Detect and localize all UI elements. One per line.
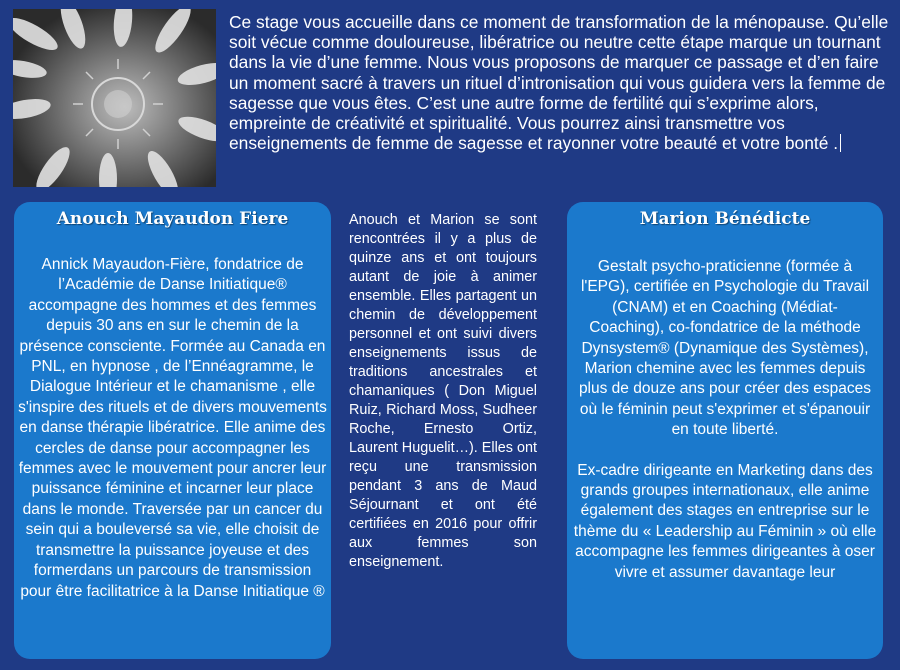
anouch-name-heading: Anouch Mayaudon Fiere (56, 209, 289, 229)
circle-of-feet-photo (13, 9, 216, 187)
intro-paragraph (229, 12, 889, 153)
shared-story-column (349, 211, 537, 572)
intro-text: Ce stage vous accueille dans ce moment de transformation de la ménopause. Qu’elle soit vécue comme douloureuse, libératrice ou neutre cette étape marque un tournant dans la vie d’une femme. Nous vous proposons de marquer ce passage et d’en faire un moment sacré à travers un rituel d’intronisation qui vous guidera vers la femme de sagesse que vous êtes. C’est une autre forme de fertilité qui s’exprime alors, empreinte de créativité et spiritualité. Vous pourrez ainsi transmettre vos enseignements de femme de sagesse et rayonner votre beauté et votre bonté . (229, 12, 889, 154)
marion-bio-paragraph-1: Gestalt psycho-praticienne (formée à l'EPG), certifiée en Psychologie du Travail (CNAM) et en Coaching (Médiat- Coaching), co-fondatrice de la méthode Dynsystem® (Dynamique des Systèmes), Marion chemine avec les femmes depuis plus de douze ans pour créer des espaces où le féminin peut s'exprimer et s'épanouir en toute liberté. (578, 258, 872, 439)
shared-story-text: Anouch et Marion se sont rencontrées il y a plus de quinze ans et ont toujours autant de joie à animer ensemble. Elles partagent un chemin de développement personnel et ont suivi divers enseignements issus de traditions ancestrales et chamaniques ( Don Miguel Ruiz, Richard Moss, Sudheer Roche, Ernesto Ortiz, Laurent Huguelit…). Elles ont reçu une transmission pendant 3 ans de Maud Séjournant et ont été certifiées en 2016 pour offrir aux femmes son enseignement. (349, 212, 537, 570)
marion-bio-card (567, 202, 883, 659)
text-cursor (840, 134, 841, 152)
anouch-bio-card (14, 202, 331, 659)
marion-name-heading: Marion Bénédicte (639, 209, 811, 229)
marion-bio-paragraph-2: Ex-cadre dirigeante en Marketing dans des grands groupes internationaux, elle anime également des stages en entreprise sur le thème du « Leadership au Féminin » où elle accompagne les femmes dirigeantes à oser vivre et assumer davantage leur (573, 461, 877, 581)
anouch-bio-text: Annick Mayaudon-Fière, fondatrice de l’Académie de Danse Initiatique® accompagne des hommes et des femmes depuis 30 ans en sur le chemin de la présence consciente. Formée au Canada en PNL, en hypnose , de l’Ennéagramme, le Dialogue Intérieur et le chamanisme , elle s'inspire des rituels et de divers mouvements en danse thérapie libératrice. Elle anime des cercles de danse pour accompagner les femmes avec le mouvement pour ancrer leur puissance féminine et incarner leur place dans le monde. Traversée par un cancer du sein qui a bouleversé sa vie, elle choisit de transmettre la puissance joyeuse et des formerdans un parcours de transmission pour être facilitatrice à la Danse Initiatique ® (18, 256, 327, 600)
paragraph-spacer (573, 441, 877, 461)
